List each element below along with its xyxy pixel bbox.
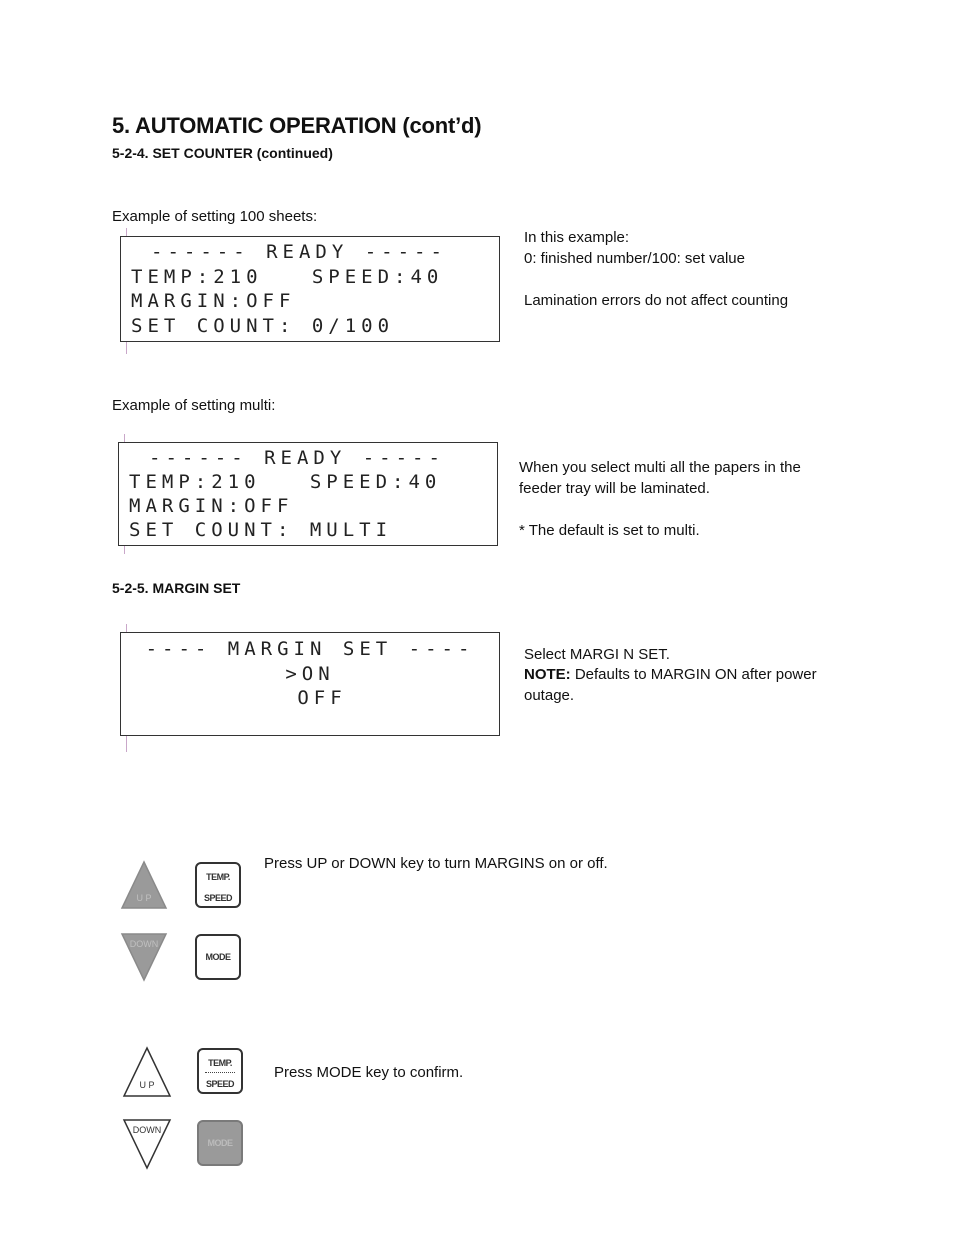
temp-speed-key[interactable] [197,1048,243,1094]
lcd-display-margin-set [120,632,500,736]
step1-instruction: Press UP or DOWN key to turn MARGINS on or off. [264,855,608,872]
lcd-line: TEMP:210 SPEED:40 [131,266,444,288]
lcd-display-100-sheets [120,236,500,342]
mode-key-pressed[interactable] [197,1120,243,1166]
down-key[interactable] [120,932,168,987]
key-divider [205,1072,235,1073]
lcd-line: ------ READY ----- [149,447,445,469]
mode-key[interactable] [195,934,241,980]
margin-note: Select MARGI N SET. [524,646,670,663]
mode-label: MODE [207,1138,233,1148]
note-text: Defaults to MARGIN ON after power [570,666,817,683]
up-key-label: U P [136,893,152,903]
lcd-display-multi [118,442,498,546]
example1-note: Lamination errors do not affect counting [524,292,789,309]
example1-note: 0: finished number/100: set value [524,250,745,267]
lcd-line: ---- MARGIN SET ---- [145,638,475,660]
up-key[interactable] [122,1046,172,1103]
example2-note: * The default is set to multi. [519,522,700,539]
lcd-line: SET COUNT: 0/100 [131,315,395,337]
note-label: NOTE: [524,666,571,683]
temp-speed-key[interactable] [195,862,241,908]
speed-label: SPEED [205,1079,234,1089]
lcd-line: SET COUNT: MULTI [129,519,393,541]
lcd-line: >ON [285,663,335,685]
margin-note [524,664,817,685]
lcd-line: MARGIN:OFF [131,290,296,312]
example2-caption: Example of setting multi: [112,397,276,414]
down-key-label: DOWN [132,1125,162,1135]
down-key[interactable] [122,1118,172,1175]
up-key-label: U P [139,1080,155,1090]
lcd-line: ------ READY ----- [151,241,447,263]
temp-label: TEMP. [206,872,230,882]
down-key-label: DOWN [129,939,159,949]
example1-caption: Example of setting 100 sheets: [112,208,318,225]
example2-note: When you select multi all the papers in the [519,459,801,476]
up-key[interactable] [120,860,168,915]
lcd-line: OFF [297,687,347,709]
step2-instruction: Press MODE key to confirm. [274,1064,464,1081]
lcd-line: MARGIN:OFF [129,495,294,517]
speed-label: SPEED [203,893,232,903]
section-subtitle: 5-2-4. SET COUNTER (continued) [112,145,333,161]
mode-label: MODE [205,952,231,962]
lcd-line: TEMP:210 SPEED:40 [129,471,442,493]
margin-set-heading: 5-2-5. MARGIN SET [112,580,241,596]
example1-note: In this example: [524,229,630,246]
temp-label: TEMP. [208,1058,232,1068]
example2-note: feeder tray will be laminated. [519,480,710,497]
margin-note: outage. [524,687,575,704]
page-title: 5. AUTOMATIC OPERATION (cont’d) [112,113,482,138]
